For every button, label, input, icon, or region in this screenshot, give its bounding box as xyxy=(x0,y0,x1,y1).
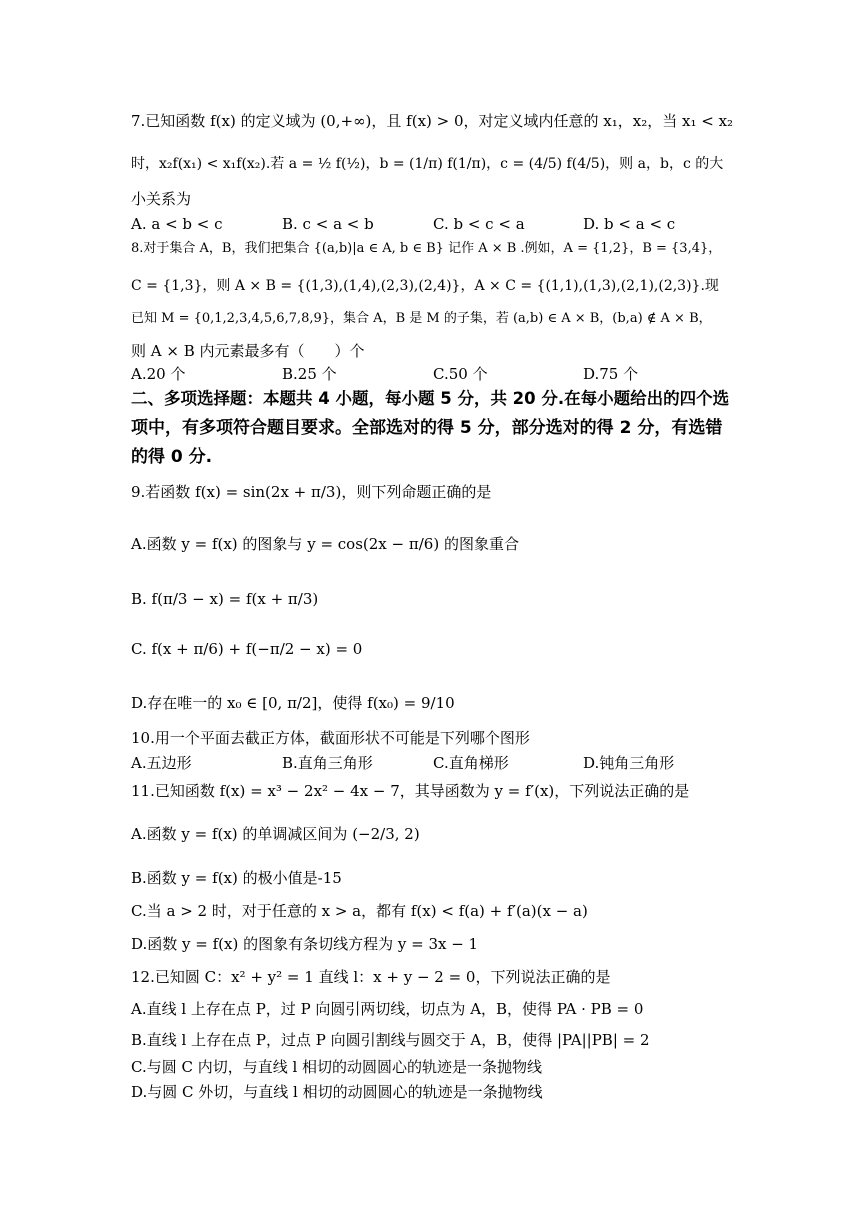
section2-line1: 二、多项选择题：本题共 4 小题，每小题 5 分，共 20 分.在每小题给出的四个选 xyxy=(131,389,730,408)
q11-option-d: D.函数 y = f(x) 的图象有条切线方程为 y = 3x − 1 xyxy=(131,935,479,953)
q7-option-b: B. c < a < b xyxy=(282,215,374,233)
q12-option-b: B.直线 l 上存在点 P，过点 P 向圆引割线与圆交于 A，B，使得 |PA||PB| = 2 xyxy=(131,1031,650,1049)
q9-option-b: B. f(π/3 − x) = f(x + π/3) xyxy=(131,590,319,608)
q8-line3: 已知 M = {0,1,2,3,4,5,6,7,8,9}，集合 A，B 是 M 的子集，若 (a,b) ∈ A × B，(b,a) ∉ A × B， xyxy=(131,311,712,326)
q12-option-a: A.直线 l 上存在点 P，过 P 向圆引两切线，切点为 A，B，使得 PA · PB = 0 xyxy=(131,1000,644,1018)
q8-line1: 8.对于集合 A，B，我们把集合 {(a,b)|a ∈ A, b ∈ B} 记作 A × B .例如，A = {1,2}，B = {3,4}， xyxy=(131,241,722,256)
q11-option-c: C.当 a > 2 时，对于任意的 x > a，都有 f(x) < f(a) + f′(a)(x − a) xyxy=(131,902,588,920)
q7-option-a: A. a < b < c xyxy=(131,215,223,233)
section2-line2: 项中，有多项符合题目要求。全部选对的得 5 分，部分选对的得 2 分，有选错 xyxy=(131,418,723,438)
q12-option-c: C.与圆 C 内切，与直线 l 相切的动圆圆心的轨迹是一条抛物线 xyxy=(131,1058,543,1076)
q9-option-c: C. f(x + π/6) + f(−π/2 − x) = 0 xyxy=(131,640,363,658)
q9-option-a: A.函数 y = f(x) 的图象与 y = cos(2x − π/6) 的图象重合 xyxy=(131,535,519,553)
q8-line2: C = {1,3}，则 A × B = {(1,3),(1,4),(2,3),(2,4)}，A × C = {(1,1),(1,3),(2,1),(2,3)}.现 xyxy=(131,278,719,294)
q8-option-b: B.25 个 xyxy=(282,365,337,383)
q7-line1: 7.已知函数 f(x) 的定义域为 (0,+∞)，且 f(x) > 0，对定义域内任意的 x₁，x₂，当 x₁ < x₂ xyxy=(131,112,734,130)
q9-option-d: D.存在唯一的 x₀ ∈ [0, π/2]，使得 f(x₀) = 9/10 xyxy=(131,694,455,712)
q10-stem: 10.用一个平面去截正方体，截面形状不可能是下列哪个图形 xyxy=(131,729,530,747)
q11-stem: 11.已知函数 f(x) = x³ − 2x² − 4x − 7，其导函数为 y = f′(x)，下列说法正确的是 xyxy=(131,782,690,800)
q10-option-c: C.直角梯形 xyxy=(433,754,509,772)
q8-options xyxy=(131,363,732,385)
q10-options xyxy=(131,752,732,774)
q10-option-b: B.直角三角形 xyxy=(282,754,373,772)
section2-line3: 的得 0 分. xyxy=(131,447,213,467)
q7-line3: 小关系为 xyxy=(131,190,192,208)
q10-option-a: A.五边形 xyxy=(131,754,192,772)
q7-options xyxy=(131,213,732,235)
q9-stem: 9.若函数 f(x) = sin(2x + π/3)，则下列命题正确的是 xyxy=(131,483,492,501)
q7-option-d: D. b < a < c xyxy=(583,215,676,233)
q8-line4: 则 A × B 内元素最多有（ ）个 xyxy=(131,342,365,360)
q7-line2: 时，x₂f(x₁) < x₁f(x₂).若 a = ½ f(½)，b = (1/π) f(1/π)，c = (4/5) f(4/5)，则 a，b，c 的大 xyxy=(131,156,724,172)
q8-option-c: C.50 个 xyxy=(433,365,488,383)
q11-option-a: A.函数 y = f(x) 的单调减区间为 (−2/3, 2) xyxy=(131,825,420,843)
q12-option-d: D.与圆 C 外切，与直线 l 相切的动圆圆心的轨迹是一条抛物线 xyxy=(131,1083,543,1101)
q8-option-d: D.75 个 xyxy=(583,365,639,383)
q12-stem: 12.已知圆 C：x² + y² = 1 直线 l：x + y − 2 = 0，下列说法正确的是 xyxy=(131,968,611,986)
q11-option-b: B.函数 y = f(x) 的极小值是-15 xyxy=(131,869,342,887)
q7-option-c: C. b < c < a xyxy=(433,215,525,233)
q10-option-d: D.钝角三角形 xyxy=(583,754,675,772)
q8-option-a: A.20 个 xyxy=(131,365,186,383)
